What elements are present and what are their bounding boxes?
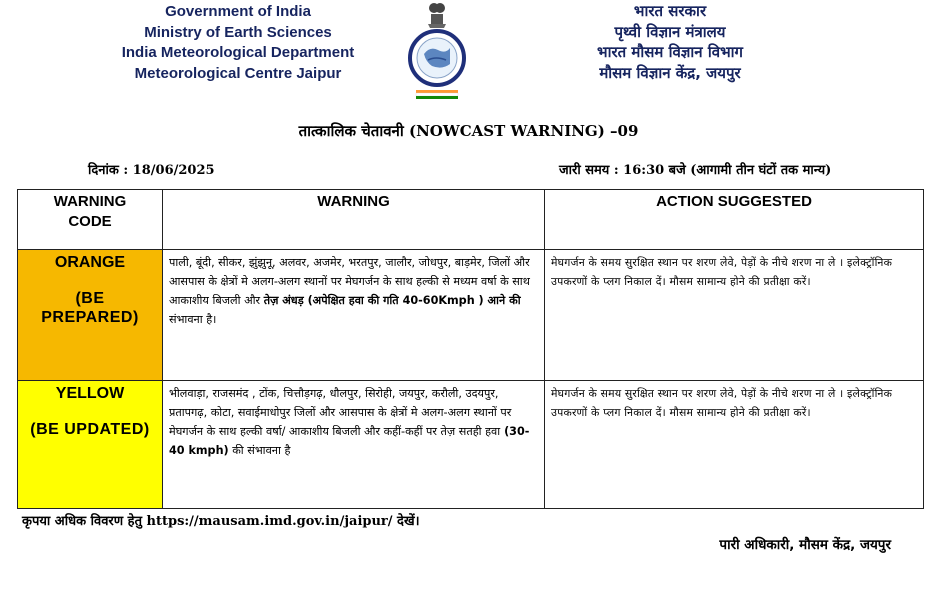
column-header-code-label: WARNING CODE <box>53 193 127 230</box>
header-line-ministry-hi: पृथ्वी विज्ञान मंत्रालय <box>614 22 726 41</box>
code-sub-label: (BE PREPARED) <box>41 290 139 326</box>
warning-text <box>163 250 544 329</box>
table-header-row <box>18 190 924 250</box>
header-line-department-hi: भारत मौसम विज्ञान विभाग <box>597 43 743 61</box>
action-text: मेघगर्जन के समय सुरक्षित स्थान पर शरण लेवे, पेड़ों के नीचे शरण ना ले । इलेक्ट्रॉनिक उपकरणों के प्लग निकाल दें। मौसम सामान्य होने की प्रतीक्षा करें। <box>551 256 893 288</box>
warning-text-tail: की संभावना है <box>228 444 291 457</box>
more-details-note <box>22 511 420 529</box>
code-sub-label: (BE UPDATED) <box>30 421 150 438</box>
imd-jaipur-link[interactable]: https://mausam.imd.gov.in/jaipur/ <box>146 514 393 529</box>
warning-text-tail: संभावना है। <box>169 313 217 326</box>
code-cell-orange <box>18 250 163 381</box>
warning-table <box>17 189 924 509</box>
header-line-centre: Meteorological Centre Jaipur <box>134 64 342 82</box>
header-hindi <box>560 1 780 83</box>
code-label: YELLOW <box>55 385 125 402</box>
column-header-action: ACTION SUGGESTED <box>545 190 924 250</box>
warning-text-bold: (30-40 kmph) <box>169 425 530 457</box>
warning-text-plain: पाली, बूंदी, सीकर, झुंझुनू, अलवर, अजमेर, भरतपुर, जालौर, जोधपुर, बाड़मेर, जिलों और आसपास के क्षेत्रों मे अलग-अलग स्थानों पर मेघगर्जन के साथ हल्की से मध्यम वर्षा के साथ आकाशीय बिजली और <box>169 256 530 307</box>
more-details-prefix: कृपया अधिक विवरण हेतु <box>22 514 147 529</box>
header-line-centre-hi: मौसम विज्ञान केंद्र, जयपुर <box>599 63 741 82</box>
code-cell-yellow <box>18 381 163 509</box>
action-cell <box>545 381 924 509</box>
table-row <box>18 250 924 381</box>
warning-text-bold: तेज़ अंधड़ (अपेक्षित हवा की गति 40-60Kmph ) आने की <box>263 294 521 307</box>
warning-text-plain: भीलवाड़ा, राजसमंद , टोंक, चित्तौड़गढ़, धौलपुर, सिरोही, जयपुर, करौली, उदयपुर, प्रतापगढ़, कोटा, सवाईमाधोपुर जिलों और आसपास के क्षेत्रों मे अलग-अलग स्थानों पर मेघगर्जन के साथ हल्की वर्षा/ आकाशीय बिजली और कहीं-कहीं पर तेज़ सतही हवा <box>169 387 512 438</box>
imd-emblem-icon <box>402 0 472 102</box>
issue-time: जारी समय : 16:30 बजे (आगामी तीन घंटों तक मान्य) <box>559 163 832 178</box>
more-details-suffix: देखें। <box>392 514 420 529</box>
code-label: ORANGE <box>54 254 126 271</box>
header-line-government-hi: भारत सरकार <box>633 2 707 20</box>
header-line-government: Government of India <box>165 3 311 20</box>
header-english <box>100 2 376 84</box>
table-row <box>18 381 924 509</box>
issue-date: दिनांक : 18/06/2025 <box>88 163 215 178</box>
signatory: पारी अधिकारी, मौसम केंद्र, जयपुर <box>719 537 891 553</box>
action-text: मेघगर्जन के समय सुरक्षित स्थान पर शरण लेवे, पेड़ों के नीचे शरण ना ले । इलेक्ट्रॉनिक उपकरणों के प्लग निकाल दें। मौसम सामान्य होने की प्रतीक्षा करें। <box>551 387 893 419</box>
warning-title: तात्कालिक चेतावनी (NOWCAST WARNING) –09 <box>298 122 639 140</box>
header-line-department: India Meteorological Department <box>121 44 355 61</box>
header-line-ministry: Ministry of Earth Sciences <box>144 23 332 41</box>
action-cell <box>545 250 924 381</box>
warning-cell <box>163 381 545 509</box>
column-header-code <box>18 190 163 250</box>
column-header-warning: WARNING <box>163 190 545 250</box>
warning-cell <box>163 250 545 381</box>
warning-text <box>163 381 544 460</box>
